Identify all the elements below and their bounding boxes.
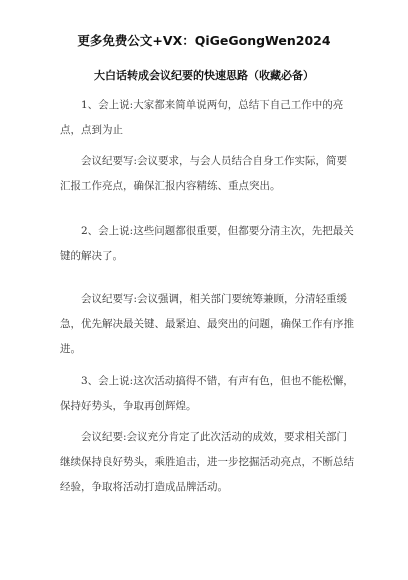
paragraph-1: 1、会上说:大家都来简单说两句，总结下自己工作中的亮点，点到为止 [60, 99, 344, 136]
paragraph-3: 2、会上说:这些问题都很重要，但都要分清主次，先把最关键的解决了。 [60, 225, 354, 262]
document-title: 大白话转成会议纪要的快速思路（收藏必备） [94, 69, 314, 82]
paragraph-2: 会议纪要写:会议要求，与会人员结合自身工作实际，简要汇报工作亮点，确保汇报内容精练、重点突出。 [60, 155, 348, 192]
paragraph-5: 3、会上说:这次活动搞得不错，有声有色，但也不能松懈，保持好势头，争取再创辉煌。 [60, 375, 354, 412]
paragraph-4: 会议纪要写:会议强调，相关部门要统筹兼顾，分清轻重缓急，优先解决最关键、最紧迫、最突出的问题，确保工作有序推进。 [60, 293, 354, 355]
paragraph-6: 会议纪要:会议充分肯定了此次活动的成效，要求相关部门继续保持良好势头，乘胜追击，进一步挖掘活动亮点，不断总结经验，争取将活动打造成品牌活动。 [60, 431, 354, 493]
promo-header: 更多免费公文+VX：QiGeGongWen2024 [77, 33, 331, 48]
